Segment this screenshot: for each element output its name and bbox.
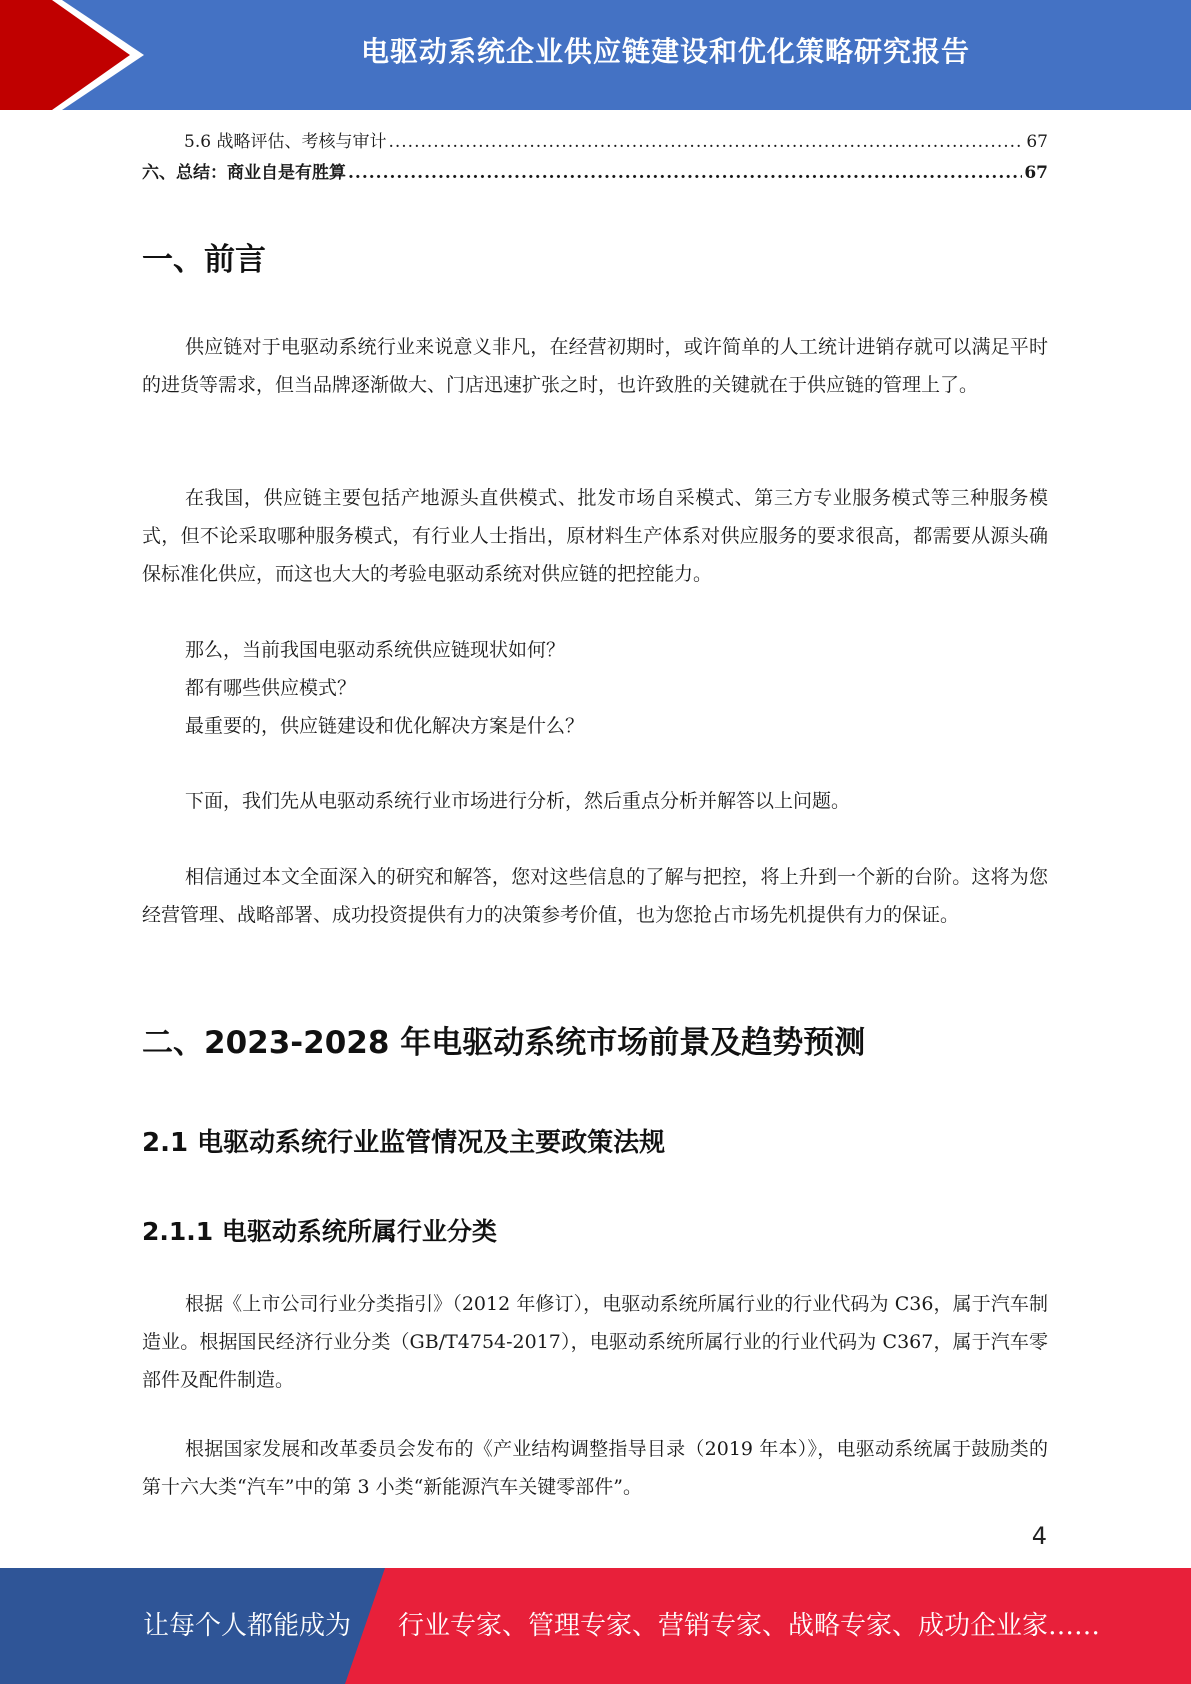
section-heading: 2.1 电驱动系统行业监管情况及主要政策法规: [142, 1128, 666, 1158]
toc-entry-label: 六、总结：商业自是有胜算: [142, 163, 346, 183]
toc-leader-dots: [348, 163, 1022, 183]
paragraph: 下面，我们先从电驱动系统行业市场进行分析，然后重点分析并解答以上问题。: [185, 790, 851, 812]
toc-entry[interactable]: [142, 158, 1048, 189]
subsection-heading: 2.1.1 电驱动系统所属行业分类: [142, 1217, 497, 1246]
footer-slogan-left: 让每个人都能成为: [143, 1611, 352, 1641]
page-footer: [0, 1568, 1191, 1684]
paragraph: 根据《上市公司行业分类指引》（2012 年修订），电驱动系统所属行业的行业代码为 C36，属于汽车制造业。根据国民经济行业分类（GB/T4754-2017），电驱动系统所属行业的行业代码为 C367，属于汽车零部件及配件制造。: [142, 1293, 1048, 1391]
paragraph: 供应链对于电驱动系统行业来说意义非凡，在经营初期时，或许简单的人工统计进销存就可以满足平时的进货等需求，但当品牌逐渐做大、门店迅速扩张之时，也许致胜的关键就在于供应链的管理上了。: [142, 336, 1048, 396]
paragraph: 相信通过本文全面深入的研究和解答，您对这些信息的了解与把控，将上升到一个新的台阶。这将为您经营管理、战略部署、成功投资提供有力的决策参考价值，也为您抢占市场先机提供有力的保证。: [142, 866, 1048, 926]
question-line: 那么，当前我国电驱动系统供应链现状如何？: [185, 639, 566, 661]
report-title: 电驱动系统企业供应链建设和优化策略研究报告: [360, 35, 970, 68]
toc-entry-label: 5.6 战略评估、考核与审计: [184, 132, 387, 152]
question-line: 最重要的，供应链建设和优化解决方案是什么？: [185, 715, 585, 737]
toc-entry[interactable]: [142, 127, 1048, 158]
toc-leader-dots: [388, 132, 1024, 152]
question-line: 都有哪些供应模式？: [185, 677, 357, 699]
footer-slogan-right: 行业专家、管理专家、营销专家、战略专家、成功企业家……: [398, 1611, 1101, 1641]
toc-entry-page: 67: [1024, 163, 1048, 183]
page-number: 4: [1031, 1522, 1047, 1550]
page-header: [0, 0, 1191, 110]
section-heading-preface: 一、前言: [142, 242, 266, 278]
toc-entry-page: 67: [1026, 132, 1048, 152]
paragraph: 根据国家发展和改革委员会发布的《产业结构调整指导目录（2019 年本）》，电驱动系统属于鼓励类的第十六大类“汽车”中的第 3 小类“新能源汽车关键零部件”。: [142, 1438, 1048, 1498]
chapter-heading: 二、2023-2028 年电驱动系统市场前景及趋势预测: [142, 1025, 866, 1061]
table-of-contents: [142, 127, 1048, 189]
paragraph: 在我国，供应链主要包括产地源头直供模式、批发市场自采模式、第三方专业服务模式等三种服务模式，但不论采取哪种服务模式，有行业人士指出，原材料生产体系对供应服务的要求很高，都需要从源头确保标准化供应，而这也大大的考验电驱动系统对供应链的把控能力。: [142, 487, 1048, 585]
